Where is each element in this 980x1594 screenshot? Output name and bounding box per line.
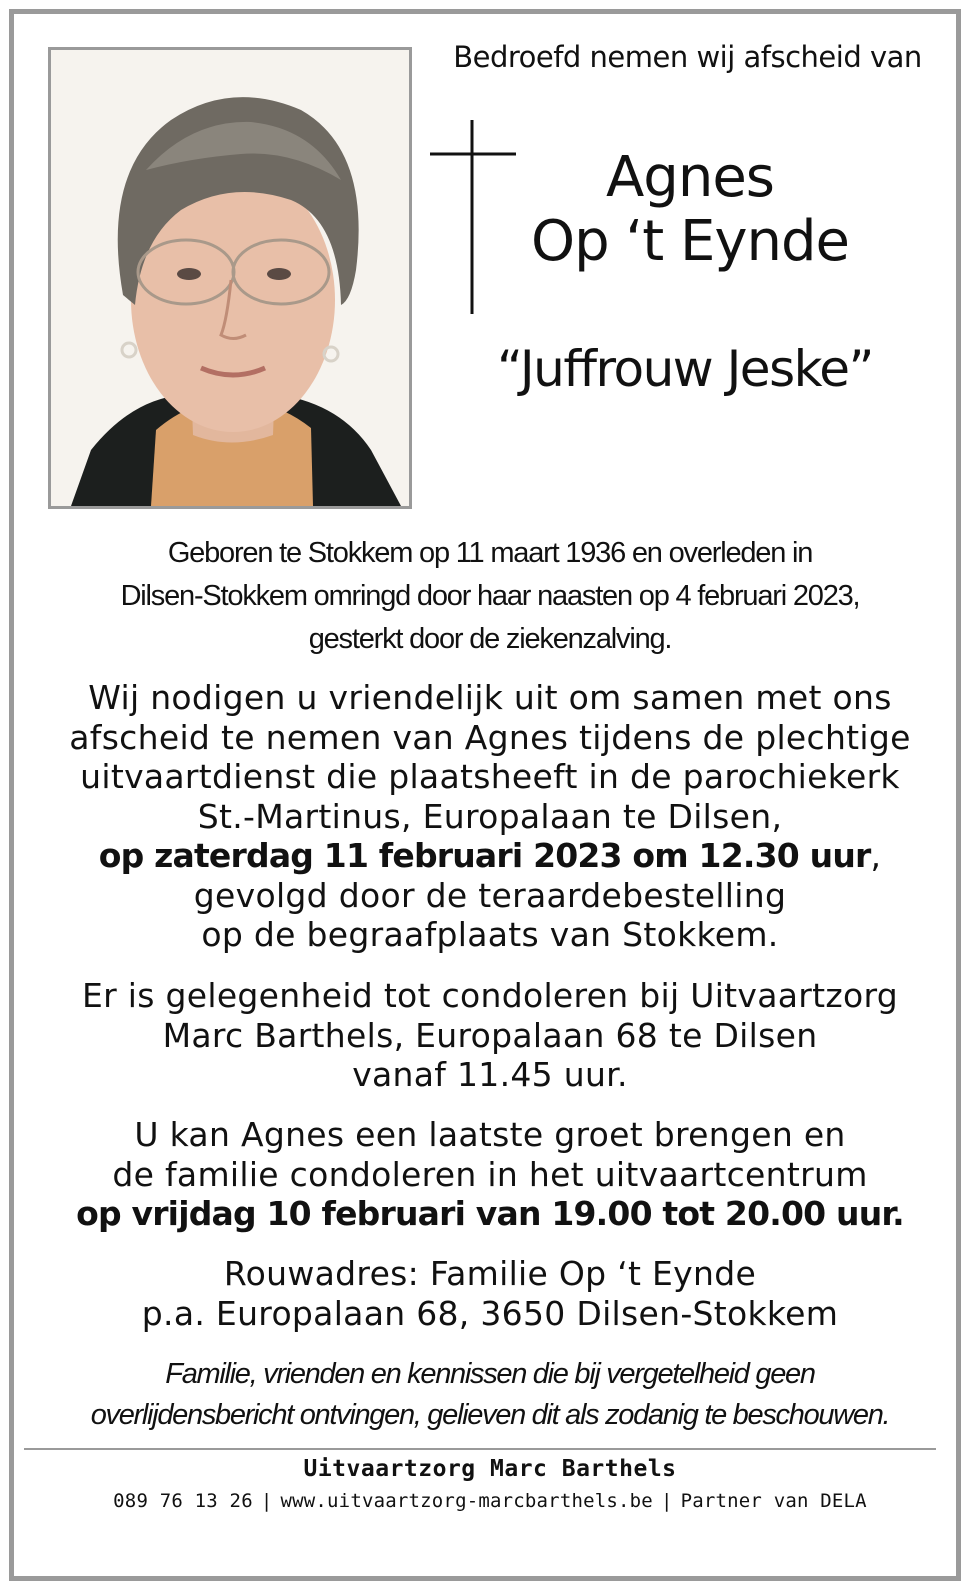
invite-line: afscheid te nemen van Agnes tijdens de plechtige bbox=[69, 717, 911, 757]
born-line: Dilsen-Stokkem omringd door haar naasten op 4 februari 2023, bbox=[120, 580, 860, 612]
invite-line: op de begraafplaats van Stokkem. bbox=[201, 915, 779, 954]
born-line: gesterkt door de ziekenzalving. bbox=[308, 623, 672, 655]
website-link[interactable]: www.uitvaartzorg-marcbarthels.be bbox=[280, 1490, 653, 1512]
portrait-photo bbox=[48, 47, 412, 509]
birth-death-paragraph bbox=[30, 532, 950, 661]
address-line: Rouwadres: Familie Op ‘t Eynde bbox=[223, 1254, 757, 1293]
deceased-nickname: “Juffrouw Jeske” bbox=[497, 340, 873, 398]
condole-line: Er is gelegenheid tot condoleren bij Uitvaartzorg bbox=[81, 976, 899, 1015]
invite-line: Wij nodigen u vriendelijk uit om samen met ons bbox=[88, 678, 892, 717]
invite-line: gevolgd door de teraardebestelling bbox=[193, 875, 787, 915]
born-line: Geboren te Stokkem op 11 maart 1936 en overleden in bbox=[167, 537, 813, 569]
visit-line: U kan Agnes een laatste groet brengen en bbox=[134, 1115, 846, 1154]
note-line: Familie, vrienden en kennissen die bij vergetelheid geen bbox=[165, 1358, 815, 1390]
funeral-invitation bbox=[30, 678, 950, 955]
condolence-info bbox=[30, 976, 950, 1095]
phone-number: 089 76 13 26 bbox=[113, 1490, 253, 1512]
funeral-home-name: Uitvaartzorg Marc Barthels bbox=[303, 1456, 677, 1482]
footer-contact bbox=[30, 1490, 950, 1512]
funeral-datetime-tail: , bbox=[870, 836, 882, 875]
deceased-last-name: Op ‘t Eynde bbox=[531, 209, 849, 274]
invite-line: uitvaartdienst die plaatsheeft in de parochiekerk bbox=[80, 757, 900, 796]
funeral-datetime bbox=[30, 836, 950, 876]
visit-datetime: op vrijdag 10 februari van 19.00 tot 20.00 uur. bbox=[76, 1194, 904, 1233]
visit-line: de familie condoleren in het uitvaartcentrum bbox=[112, 1154, 868, 1194]
invite-line: St.-Martinus, Europalaan te Dilsen, bbox=[197, 796, 783, 836]
visitation-info bbox=[30, 1115, 950, 1234]
closing-note bbox=[30, 1354, 950, 1436]
note-line: overlijdensbericht ontvingen, gelieven dit als zodanig te beschouwen. bbox=[90, 1399, 890, 1431]
condole-line: vanaf 11.45 uur. bbox=[352, 1055, 628, 1094]
condole-line: Marc Barthels, Europalaan 68 te Dilsen bbox=[162, 1015, 818, 1055]
intro-text: Bedroefd nemen wij afscheid van bbox=[453, 40, 922, 74]
footer-divider bbox=[24, 1448, 936, 1450]
funeral-datetime-bold: op zaterdag 11 februari 2023 om 12.30 uur bbox=[98, 836, 871, 875]
partner-text: Partner van DELA bbox=[680, 1490, 867, 1512]
deceased-first-name: Agnes bbox=[606, 145, 774, 210]
cross-icon bbox=[430, 118, 520, 318]
separator: | bbox=[660, 1490, 673, 1512]
address-line: p.a. Europalaan 68, 3650 Dilsen-Stokkem bbox=[141, 1293, 839, 1333]
mourning-address bbox=[30, 1254, 950, 1333]
separator: | bbox=[260, 1490, 273, 1512]
